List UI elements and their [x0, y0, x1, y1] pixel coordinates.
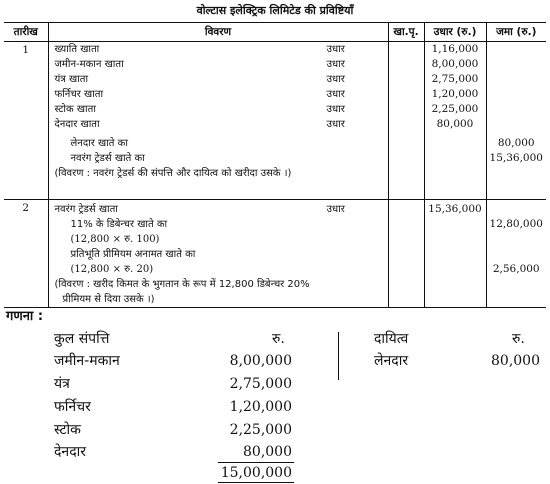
- liability-label: लेनदार: [374, 353, 409, 369]
- entry-particulars: [48, 200, 388, 308]
- asset-amount: 80,000: [243, 444, 292, 460]
- debit-amounts: [424, 42, 486, 200]
- asset-amount: 2,75,000: [229, 376, 292, 392]
- dr-label: उधार: [326, 119, 345, 130]
- header-particulars: विवरण: [48, 23, 388, 42]
- assets-header: कुल संपत्ति: [54, 331, 110, 347]
- assets-total: 15,00,000: [220, 465, 292, 481]
- credit-calc: (12,800 × रु. 20): [70, 264, 154, 275]
- dr-label: उधार: [326, 204, 345, 215]
- debit-amount: 8,00,000: [431, 58, 479, 70]
- credit-line: लेनदार खाते का: [70, 138, 128, 149]
- debit-line: [49, 102, 388, 117]
- debit-amount: 1,16,000: [431, 43, 479, 55]
- debit-amount: 15,36,000: [428, 203, 482, 215]
- assets-currency: रु.: [272, 331, 285, 347]
- ledger-folio-cell: [388, 200, 424, 308]
- entry-particulars: [48, 42, 388, 200]
- debit-line: [49, 202, 388, 217]
- credit-amount: 12,80,000: [489, 218, 543, 230]
- column-divider: [338, 332, 339, 380]
- credit-line: नवरंग ट्रेडर्स खाते का: [70, 153, 145, 164]
- debit-amount: 2,75,000: [431, 73, 479, 85]
- account-name: जमीन-मकान खाता: [54, 59, 124, 70]
- credit-line: प्रतिभूति प्रीमियम अनामत खाते का: [70, 249, 196, 260]
- entry-date: 1: [4, 42, 48, 200]
- header-credit: जमा (रु.): [486, 23, 546, 42]
- debit-line: [49, 42, 388, 57]
- account-name: देनदार खाता: [54, 119, 100, 130]
- journal-entry-2: [4, 200, 546, 308]
- asset-label: फर्निचर: [54, 399, 91, 415]
- ledger-folio-cell: [388, 42, 424, 200]
- debit-amount: 1,20,000: [431, 88, 479, 100]
- asset-amount: 8,00,000: [229, 353, 292, 369]
- narration: प्रीमियम से दिया उसके ।): [62, 294, 155, 305]
- journal-table: [4, 22, 546, 308]
- asset-label: यंत्र: [54, 376, 70, 392]
- debit-line: [49, 117, 388, 132]
- entry-date: 2: [4, 200, 48, 308]
- page-title: वोल्टास इलेक्ट्रिक लिमिटेड की प्रविष्टियाँ: [196, 4, 354, 17]
- narration: (विवरण : नवरंग ट्रेडर्स की संपत्ति और दायित्व को खरीदा उसके ।): [54, 168, 292, 179]
- header-debit: उधार (रु.): [424, 23, 486, 42]
- liabilities-header: दायित्व: [374, 331, 409, 347]
- dr-label: उधार: [326, 74, 345, 85]
- credit-amount: 2,56,000: [492, 263, 540, 275]
- journal-header-row: [4, 23, 546, 42]
- debit-line: [49, 72, 388, 87]
- asset-amount: 2,25,000: [229, 422, 292, 438]
- credit-line: 11% के डिबेन्चर खाते का: [70, 219, 168, 230]
- credit-amounts: [486, 42, 546, 200]
- credit-calc: (12,800 × रु. 100): [70, 234, 160, 245]
- total-rule-bottom: [218, 482, 294, 483]
- journal-entry-1: [4, 42, 546, 200]
- asset-label: देनदार: [54, 444, 86, 460]
- asset-label: स्टोक: [54, 422, 81, 438]
- narration: (विवरण : खरीद किमत के भुगतान के रूप में 12,800 डिबेन्चर 20%: [54, 279, 310, 290]
- liabilities-currency: रु.: [512, 331, 525, 347]
- debit-line: [49, 57, 388, 72]
- dr-label: उधार: [326, 44, 345, 55]
- liability-amount: 80,000: [491, 353, 540, 369]
- credit-amount: 80,000: [497, 137, 535, 149]
- account-name: फर्निचर खाता: [54, 89, 104, 100]
- header-ledger-folio: खा.पृ.: [388, 23, 424, 42]
- debit-amount: 2,25,000: [431, 103, 479, 115]
- calculation-heading: गणना :: [6, 309, 44, 324]
- account-name: ख्याति खाता: [54, 44, 100, 55]
- credit-amounts: [486, 200, 546, 308]
- account-name: स्टोक खाता: [54, 104, 96, 115]
- asset-amount: 1,20,000: [229, 399, 292, 415]
- debit-amount: 80,000: [436, 118, 474, 130]
- dr-label: उधार: [326, 59, 345, 70]
- dr-label: उधार: [326, 104, 345, 115]
- credit-amount: 15,36,000: [489, 152, 543, 164]
- account-name: नवरंग ट्रेडर्स खाता: [54, 204, 118, 215]
- dr-label: उधार: [326, 89, 345, 100]
- header-date: तारीख: [4, 23, 48, 42]
- debit-line: [49, 87, 388, 102]
- account-name: यंत्र खाता: [54, 74, 89, 85]
- asset-label: जमीन-मकान: [54, 353, 120, 369]
- debit-amounts: [424, 200, 486, 308]
